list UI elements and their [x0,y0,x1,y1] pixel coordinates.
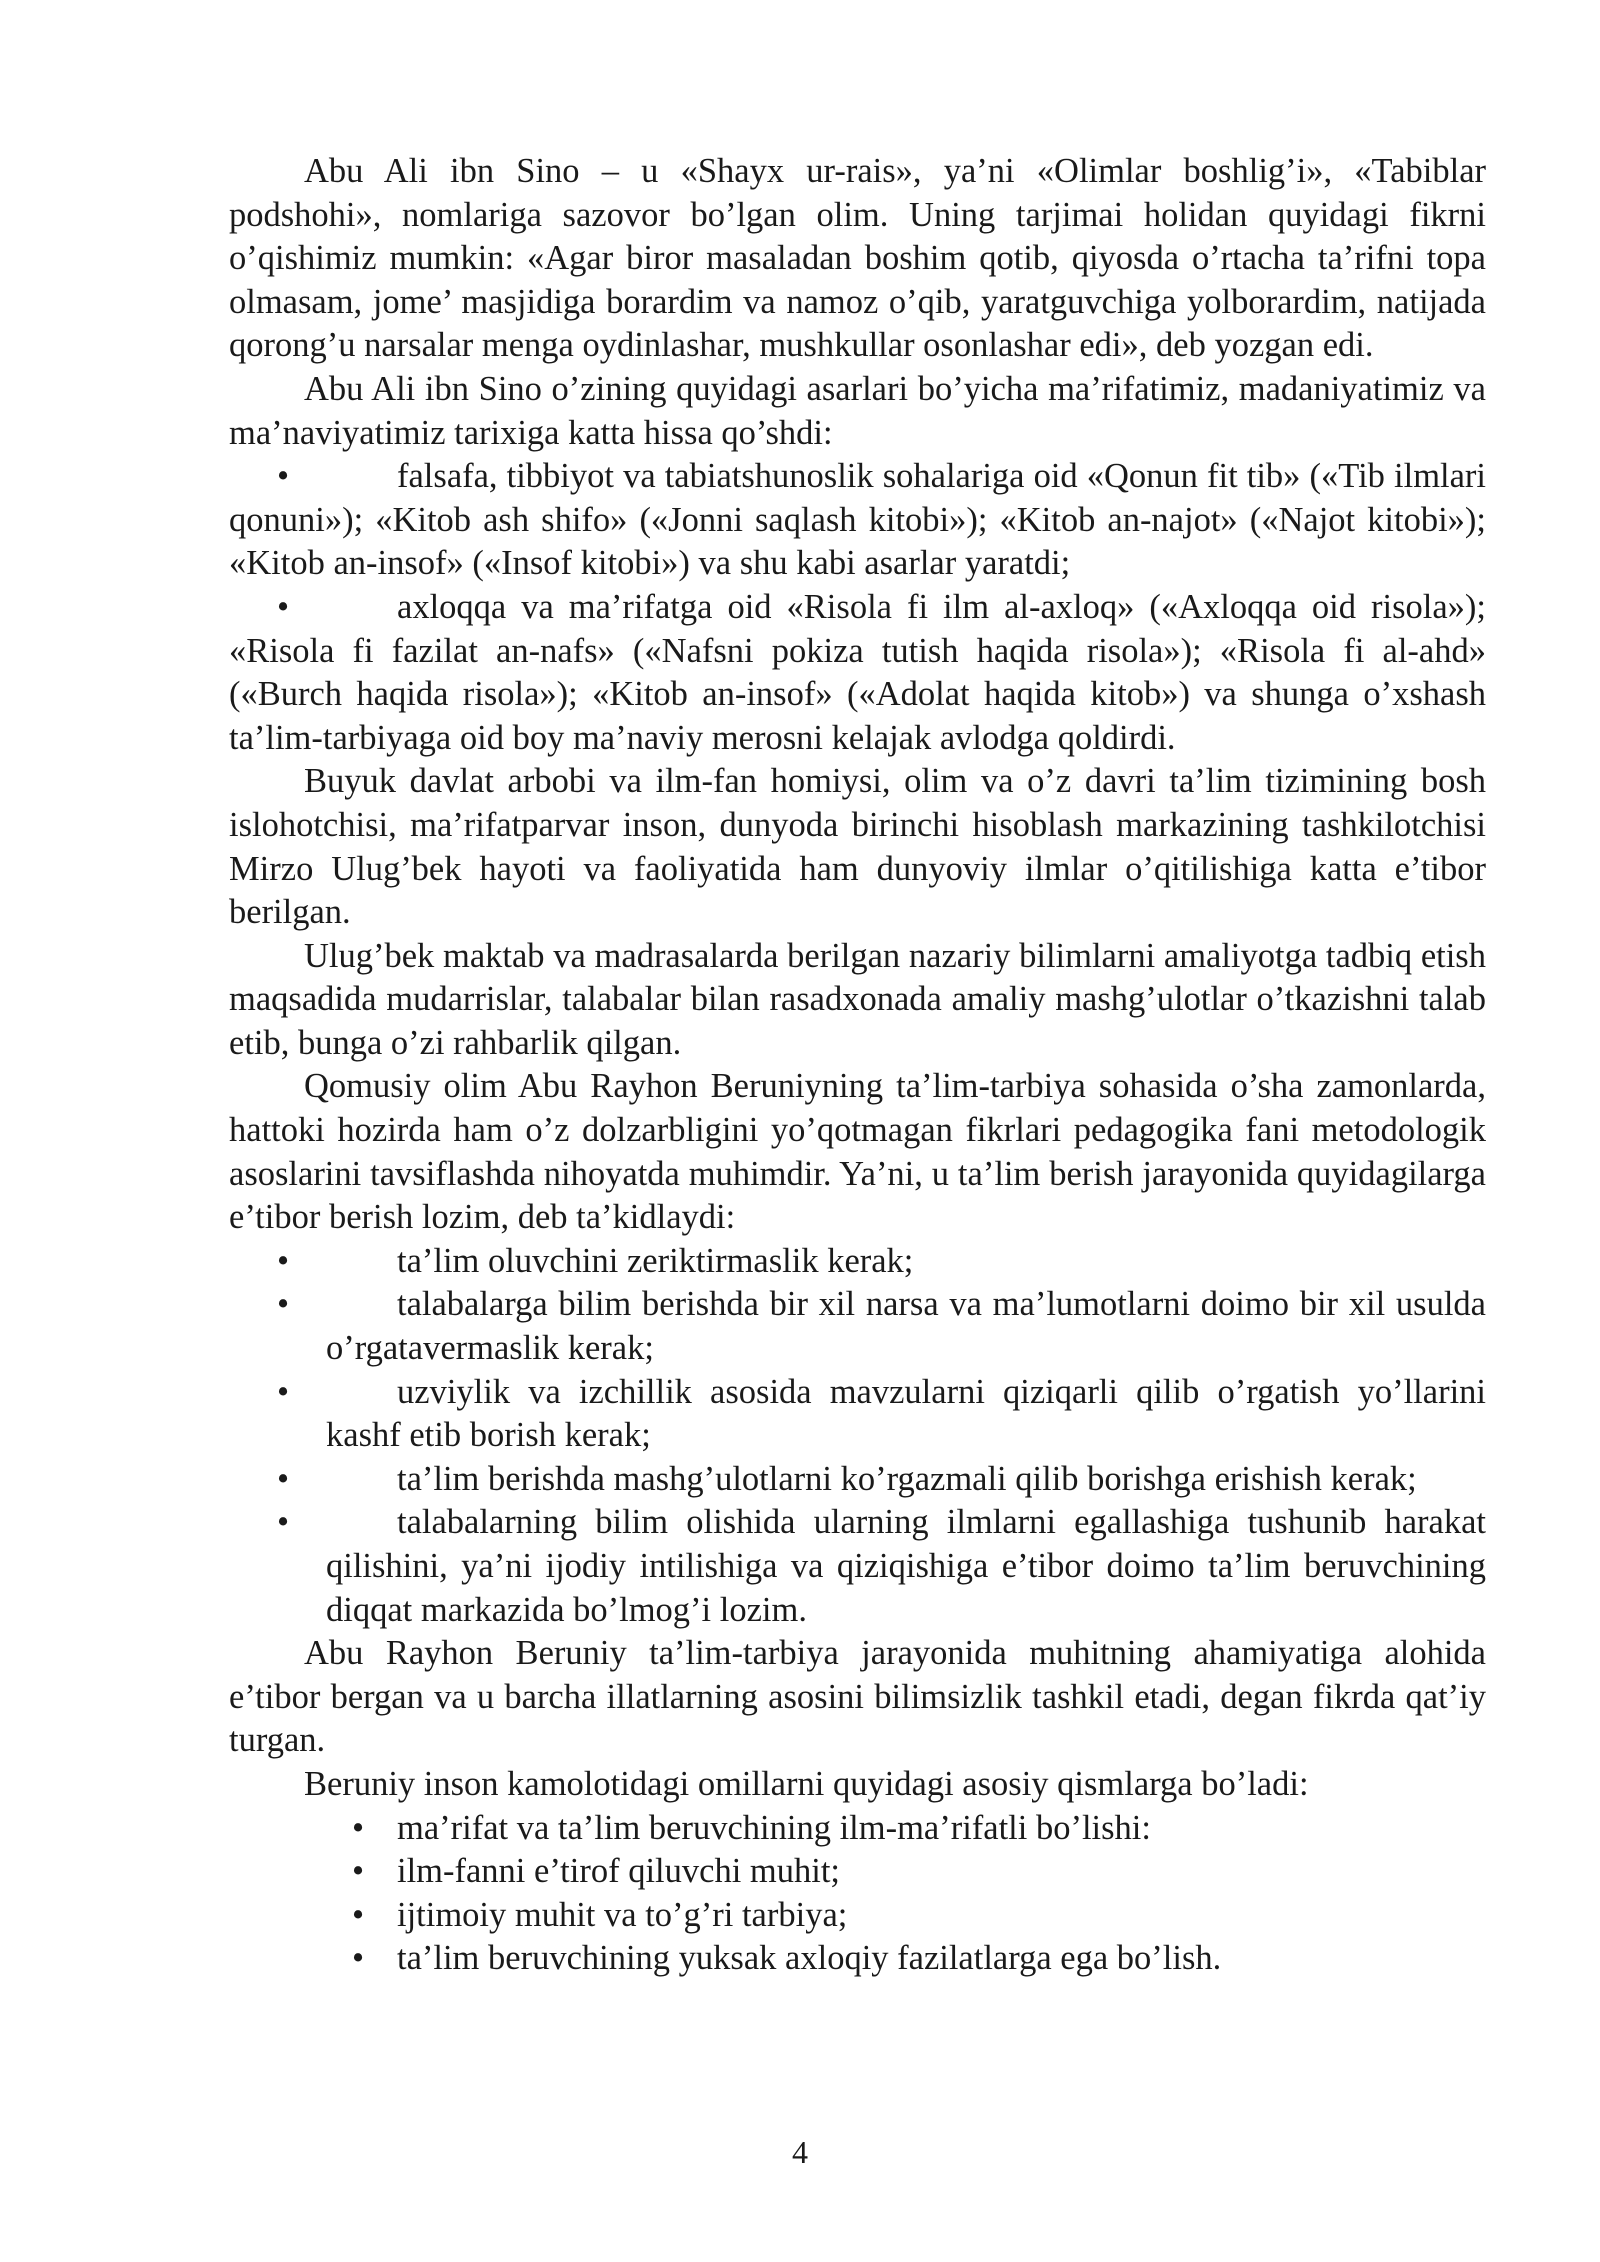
page-body [229,150,1486,1981]
list-item [229,1807,1486,1851]
list-item [229,455,1486,586]
list-item-text: ma’rifat va ta’lim beruvchining ilm-ma’rifatli bo’lishi: [397,1808,1151,1847]
list-item [229,1894,1486,1938]
list-item [229,1240,1486,1284]
list-item-text: ta’lim beruvchining yuksak axloqiy fazilatlarga ega bo’lish. [397,1939,1222,1978]
paragraph-beruniy-factors: Beruniy inson kamolotidagi omillarni quyidagi asosiy qismlarga bo’ladi: [304,1764,1309,1803]
list-item-text: talabalarning bilim olishida ularning ilmlarni egallashiga tushunib harakat qilishini, ya’ni ijodiy intilishiga va qiziqishiga e’tibor doimo ta’lim beruvchining diqqat markazida bo’lmog’i lozim. [326,1503,1486,1629]
bullet-icon: • [277,587,290,626]
list-item-text: uzviylik va izchillik asosida mavzularni qiziqarli qilib o’rgatish yo’llarini kashf etib borish kerak; [326,1372,1486,1455]
list-item [229,1850,1486,1894]
list-item [229,1501,1486,1632]
paragraph-ulugbek: Buyuk davlat arbobi va ilm-fan homiysi, olim va o’z davri ta’lim tizimining bosh islohotchisi, ma’rifatparvar inson, dunyoda birinchi hisoblash markazining tashkilotchisi Mirzo Ulug’bek hayoti va faoliyatida ham dunyoviy ilmlar o’qitilishiga katta e’tibor berilgan. [229,762,1486,932]
bullet-icon: • [277,1372,290,1411]
list-item [229,1937,1486,1981]
bullet-icon: • [352,1895,365,1934]
list-item-text: ilm-fanni e’tirof qiluvchi muhit; [397,1852,840,1891]
list-beruniy-factors [229,1807,1486,1981]
list-item-text: falsafa, tibbiyot va tabiatshunoslik sohalariga oid «Qonun fit tib» («Tib ilmlari qonuni»); «Kitob ash shifo» («Jonni saqlash kitobi»); «Kitob an-najot» («Najot kitobi»); «Kitob an-insof» («Insof kitobi») va shu kabi asarlar yaratdi; [229,457,1486,583]
list-item [229,1458,1486,1502]
list-ibn-sino-works [229,455,1486,760]
list-item-text: ta’lim berishda mashg’ulotlarni ko’rgazmali qilib borishga erishish kerak; [397,1459,1417,1498]
list-beruniy-principles [229,1240,1486,1632]
bullet-icon: • [277,1503,290,1542]
paragraph-beruniy-environment: Abu Rayhon Beruniy ta’lim-tarbiya jarayonida muhitning ahamiyatiga alohida e’tibor bergan va u barcha illatlarning asosini bilimsizlik tashkil etadi, degan fikrda qat’iy turgan. [229,1634,1486,1760]
bullet-icon: • [277,1241,290,1280]
bullet-icon: • [277,457,290,496]
bullet-icon: • [277,1459,290,1498]
bullet-icon: • [352,1852,365,1891]
list-item [229,1371,1486,1458]
list-item-text: axloqqa va ma’rifatga oid «Risola fi ilm al-axloq» («Axloqqa oid risola»); «Risola fi fazilat an-nafs» («Nafsni pokiza tutish haqida risola»); «Risola fi al-ahd» («Burch haqida risola»); «Kitob an-insof» («Adolat haqida kitob») va shunga o’xshash ta’lim-tarbiyaga oid boy ma’naviy merosni kelajak avlodga qoldirdi. [229,587,1486,757]
paragraph-ibn-sino-works: Abu Ali ibn Sino o’zining quyidagi asarlari bo’yicha ma’rifatimiz, madaniyatimiz va ma’naviyatimiz tarixiga katta hissa qo’shdi: [229,369,1486,452]
bullet-icon: • [352,1808,365,1847]
list-item-text: ta’lim oluvchini zeriktirmaslik kerak; [397,1241,914,1280]
list-item [229,1283,1486,1370]
list-item-text: talabalarga bilim berishda bir xil narsa va ma’lumotlarni doimo bir xil usulda o’rgatavermaslik kerak; [326,1285,1486,1368]
list-item [229,586,1486,760]
page-number: 4 [792,2134,808,2170]
paragraph-ibn-sino-intro: Abu Ali ibn Sino – u «Shayx ur-rais», ya’ni «Olimlar boshlig’i», «Tabiblar podshohi», nomlariga sazovor bo’lgan olim. Uning tarjimai holidan quyidagi fikrni o’qishimiz mumkin: «Agar biror masaladan boshim qotib, qiyosda o’rtacha ta’rifni topa olmasam, jome’ masjidiga borardim va namoz o’qib, yaratguvchiga yolborardim, natijada qorong’u narsalar menga oydinlashar, mushkullar osonlashar edi», deb yozgan edi. [229,152,1486,365]
paragraph-ulugbek-practice: Ulug’bek maktab va madrasalarda berilgan nazariy bilimlarni amaliyotga tadbiq etish maqsadida mudarrislar, talabalar bilan rasadxonada amaliy mashg’ulotlar o’tkazishni talab etib, bunga o’zi rahbarlik qilgan. [229,936,1486,1062]
bullet-icon: • [277,1285,290,1324]
bullet-icon: • [352,1939,365,1978]
list-item-text: ijtimoiy muhit va to’g’ri tarbiya; [397,1895,848,1934]
paragraph-beruniy: Qomusiy olim Abu Rayhon Beruniyning ta’lim-tarbiya sohasida o’sha zamonlarda, hattoki hozirda ham o’z dolzarbligini yo’qotmagan fikrlari pedagogika fani metodologik asoslarini tavsiflashda nihoyatda muhimdir. Ya’ni, u ta’lim berish jarayonida quyidagilarga e’tibor berish lozim, deb ta’kidlaydi: [229,1067,1486,1237]
